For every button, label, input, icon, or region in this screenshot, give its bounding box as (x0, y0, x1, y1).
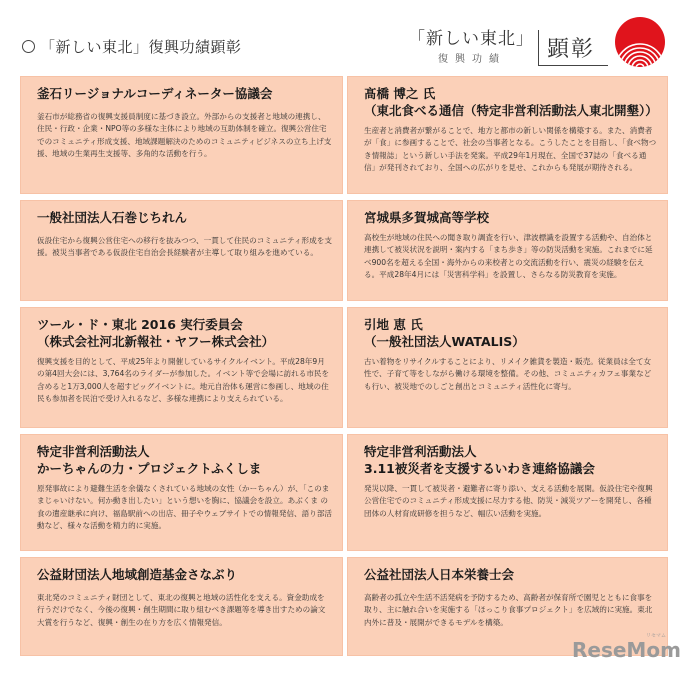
card-title: ツール・ド・東北 2016 実行委員会 （株式会社河北新報社・ヤフー株式会社） (37, 317, 275, 349)
card-body: 東北発のコミュニティ財団として、東北の復興と地域の活性化を支える。資金助成を行うだけでなく、今後の復興・創生期間に取り組むべき課題等を導き出すための論文大賞を行うなど、復興・創生の在り方を広く情報発信。 (37, 593, 326, 627)
watermark-sub-text: リセマム (646, 633, 666, 639)
card-body: 原発事故により避難生活を余儀なくされている地域の女性（かーちゃん）が、「このままじゃいけない。何か動き出したい」という想いを胸に、協議会を設立。あぶくま の食の遺産継承に向け、福島駅前への出店、冊子やウェブサイトでの情報発信、語り部活動など、様々な活動を精力的に実施。 (37, 484, 333, 530)
card-title: 引地 恵 氏 （一般社団法人WATALIS） (364, 317, 525, 349)
card-title: 髙橋 博之 氏 （東北食べる通信（特定非営利活動法人東北開墾）） (364, 86, 658, 118)
card-body: 高校生が地域の住民への聞き取り調査を行い、津波標識を設置する活動や、自治体と連携して被災状況を説明・案内する「まち歩き」等の防災活動を実施。これまでに延べ900名を超える全国・海外からの来校者との交流活動を行い、震災の経験を伝える。平成28年4月には「災害科学科」を設置し、さらなる防災教育を実施。 (364, 233, 653, 279)
card-body: 仮設住宅から復興公営住宅への移行を抜みつつ、一貫して住民のコミュニティ形成を支援。被災当事者である仮設住宅自治会長経験者が主導して取り組みを進めている。 (37, 236, 332, 258)
awardee-card (20, 307, 343, 428)
awardee-card (20, 434, 343, 551)
awardee-card (347, 307, 668, 428)
awardee-card (347, 200, 668, 301)
card-body: 高齢者の孤立や生活不活発病を予防するため、高齢者が保育所で園児とともに食事を取り、主に触れ合いを実施する「ほっこり食事プロジェクト」を広域的に実施。東北内外に普及・展開ができるモデルを構築。 (364, 593, 653, 627)
watermark-text: ReseMom (572, 638, 681, 662)
card-title: 釜石リージョナルコーディネーター協議会 (37, 86, 273, 101)
card-body: 復興支援を目的として、平成25年より開催しているサイクルイベント。平成28年9月の第4回大会には、3,764名のライダーが参加した。イベント等で会場に訪れる市民を含めると1万3,000人を超すビッグイベントに。地元自治体も運営に参画し、地域の住民も参加者を民泊で受け入れるなど、多様な連携により支えられている。 (37, 357, 330, 403)
card-body: 発災以降、一貫して被災者・避難者に寄り添い、支える活動を展開。仮設住宅や復興公営住宅でのコミュニティ形成支援に尽力する他、防災・減災ツアーを開発し、各種団体の人材育成研修を担うなど、幅広い活動を実施。 (364, 484, 653, 518)
card-body: 生産者と消費者が繋がることで、地方と都市の新しい関係を構築する。また、消費者が「食」に参画することで、社会の当事者となる。こうしたことを目指し、「食べ物つき情報誌」という新しい手法を発案。平成29年1月現在、全国で37誌の「食べる通信」が発刊されており、全国への広がりを見せ、これからも発展が期待される。 (364, 126, 657, 172)
logo-sub-text: 復興功績 (438, 54, 506, 65)
circle-bullet-icon (22, 40, 35, 53)
resemom-watermark (572, 633, 681, 662)
page-title (22, 36, 242, 57)
awardee-card (20, 557, 343, 656)
card-title: 公益社団法人日本栄養士会 (364, 567, 515, 582)
logo-kensho-text: 顕彰 (547, 37, 596, 62)
award-logo (408, 24, 670, 72)
rising-sun-icon (614, 16, 666, 68)
card-title: 宮城県多賀城高等学校 (364, 210, 490, 225)
page-header (0, 0, 682, 72)
card-title: 特定非営利活動法人 3.11被災者を支援するいわき連絡協議会 (364, 444, 595, 476)
awardee-card (347, 76, 668, 194)
card-title: 公益財団法人地域創造基金さなぶり (37, 567, 238, 582)
awardee-card (20, 200, 343, 301)
logo-main-text: 「新しい東北」 (408, 29, 534, 49)
card-title: 特定非営利活動法人 かーちゃんの力・プロジェクトふくしま (37, 444, 262, 476)
card-body: 古い着物をリサイクルすることにより、リメイク雑貨を製造・販売。従業員は全て女性で、子育て等をしながら働ける環境を整備。その他、コミュニティカフェ事業なども行い、被災地でのしごと創出とコミュニティ活性化に寄与。 (364, 357, 652, 391)
awardee-card (20, 76, 343, 194)
logo-kensho-box (538, 30, 608, 66)
card-body: 釜石市が総務省の復興支援員制度に基づき設立。外部からの支援者と地域の連携し、住民・行政・企業・NPO等の多様な主体により地域の互助体制を確立。復興公営住宅でのコミュニティ形成支援、地域課題解決のためのコミュニティビジネスの立ち上げ支援、地域の生業再生支援等、多角的な活動を行う。 (37, 112, 332, 158)
awardee-card (347, 434, 668, 551)
page-title-text: 「新しい東北」復興功績顕彰 (40, 38, 242, 56)
card-title: 一般社団法人石巻じちれん (37, 210, 188, 225)
